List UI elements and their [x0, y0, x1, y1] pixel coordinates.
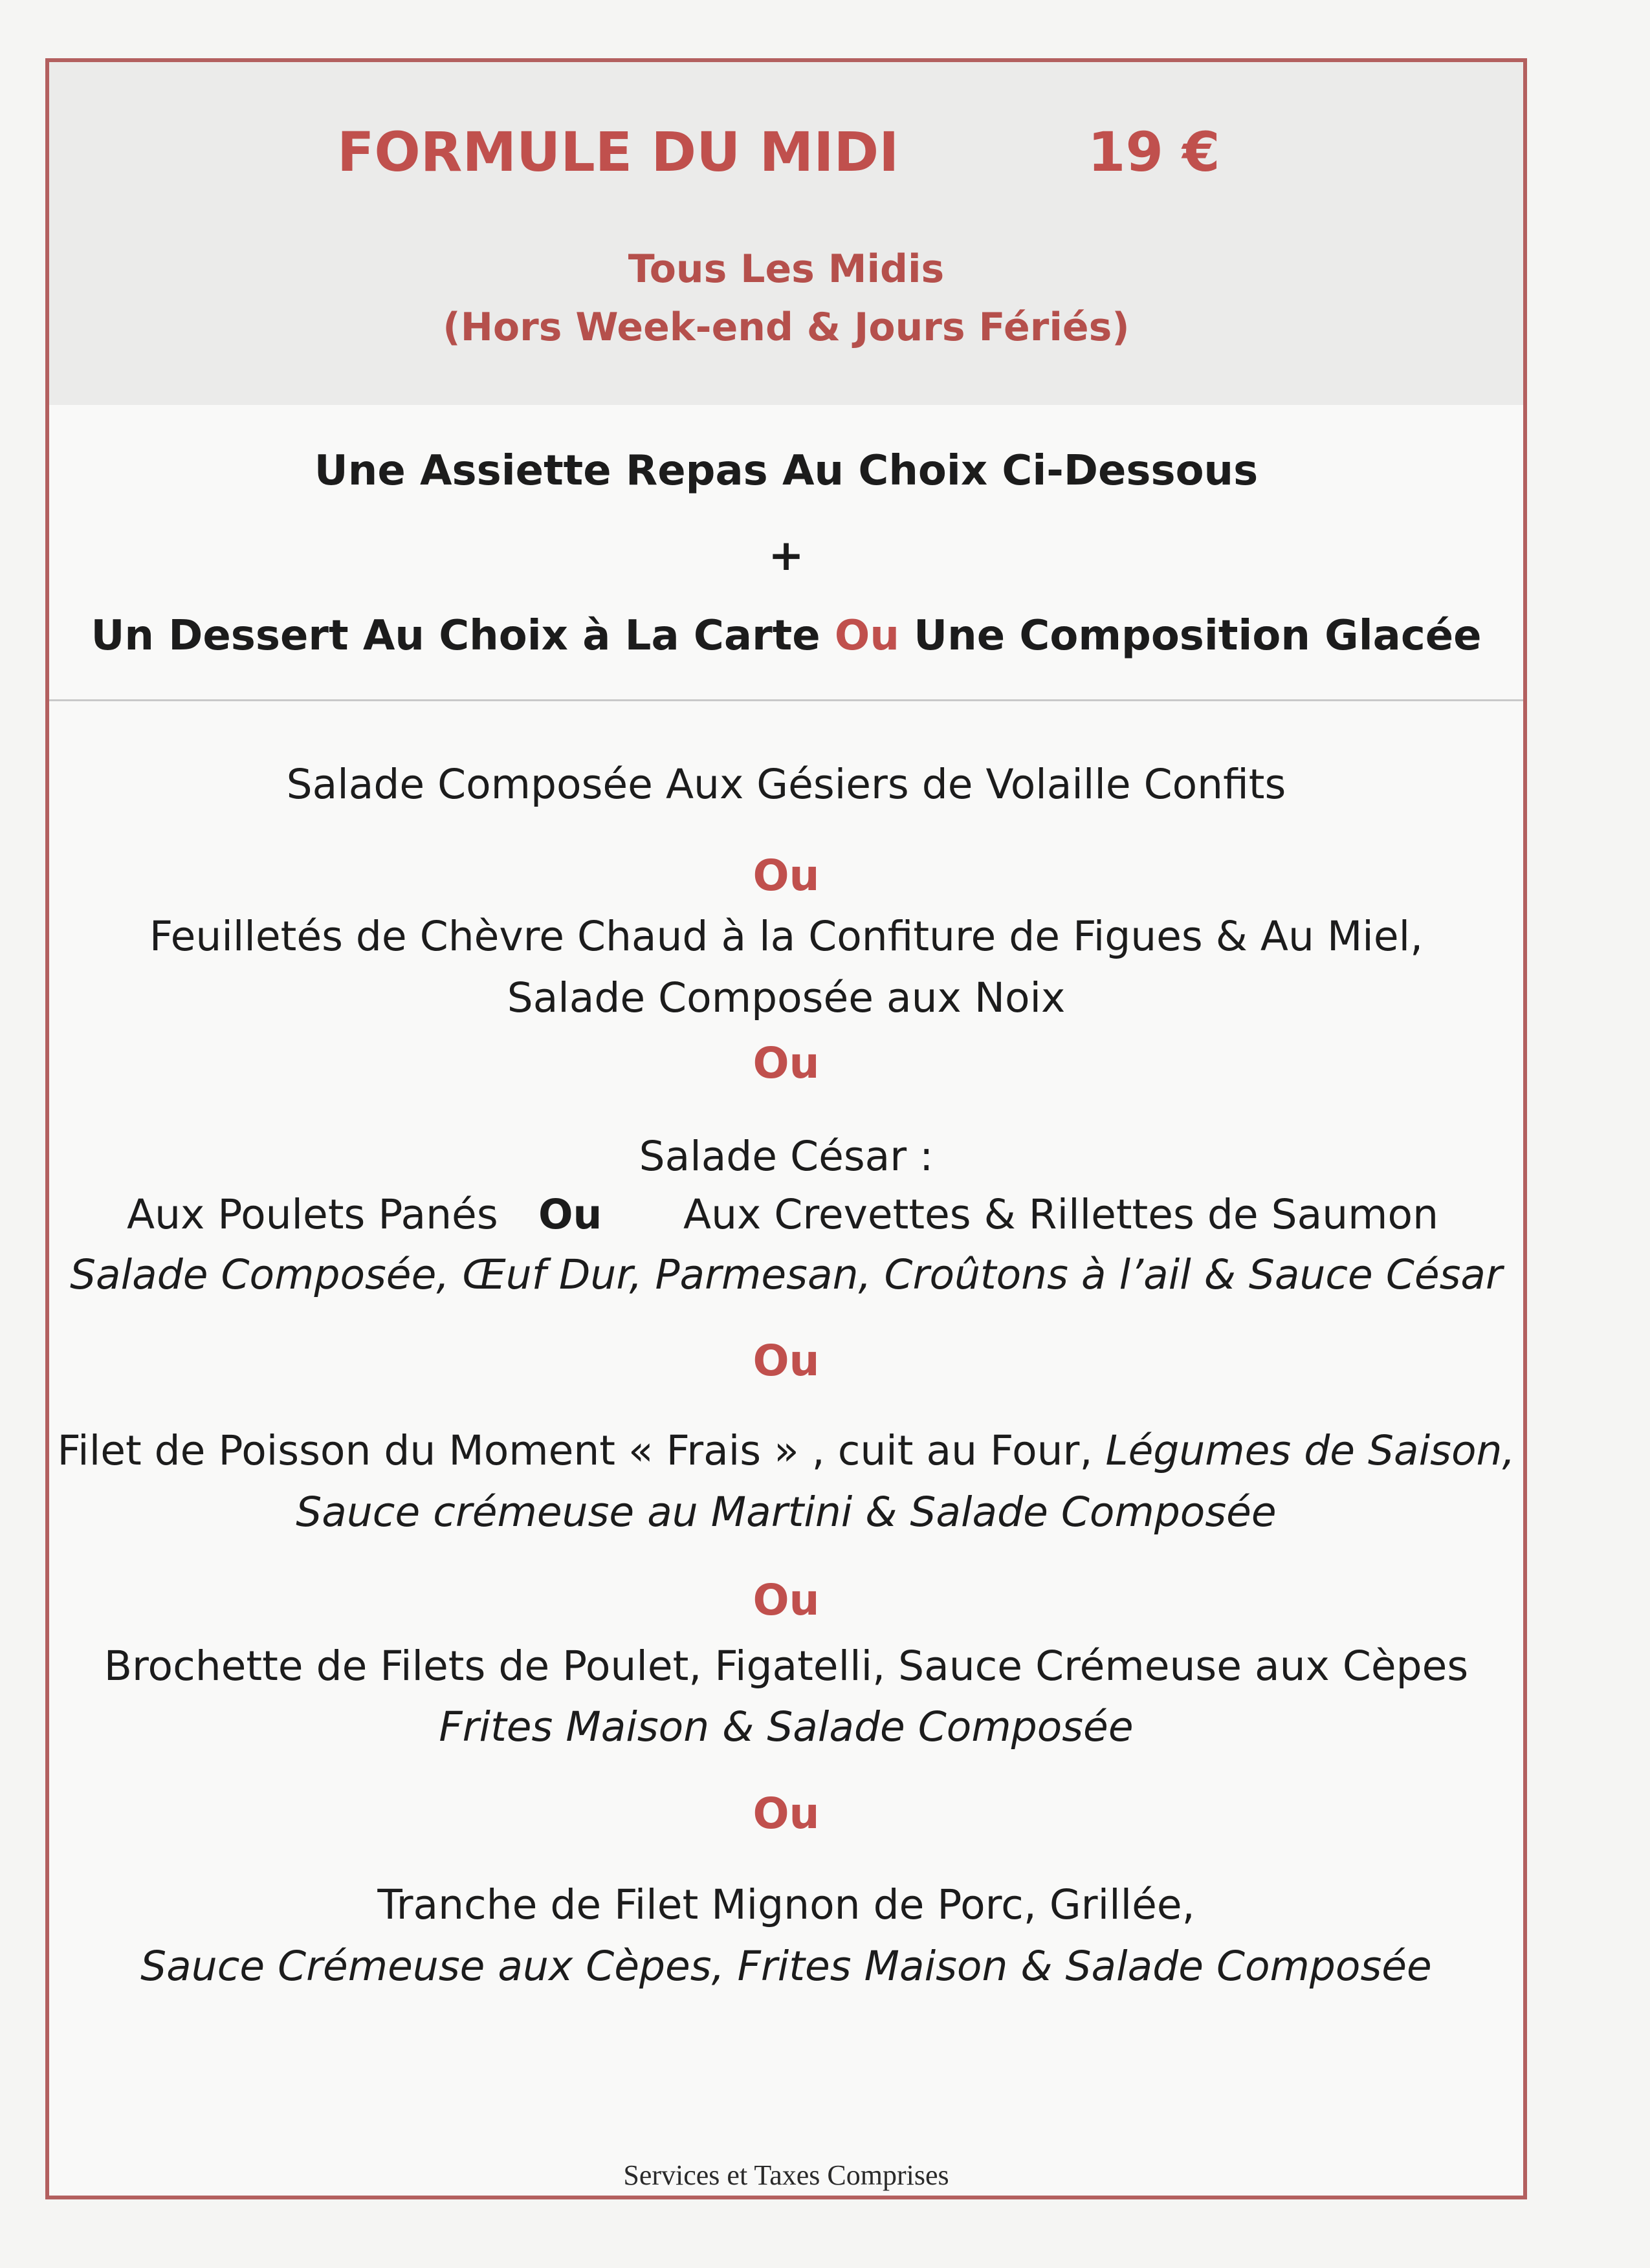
ou-separator: Ou: [753, 1789, 820, 1838]
dish-4-line1-b: Légumes de Saison,: [1105, 1427, 1515, 1474]
dish-3-option1: Aux Poulets Panés: [127, 1191, 498, 1238]
dish-3-ou: Ou: [538, 1191, 602, 1238]
ou-separator: Ou: [753, 1575, 820, 1625]
dish-5-line1: Brochette de Filets de Poulet, Figatelli, Sauce Crémeuse aux Cèpes: [104, 1642, 1469, 1690]
offer-line2: [49, 612, 1523, 660]
menu-frame: [45, 58, 1527, 2199]
offer-line2-ou: Ou: [834, 612, 899, 660]
dish-4-line1: [49, 1427, 1523, 1474]
dish-3-title: Salade César :: [639, 1133, 934, 1180]
dish-3-option2: Aux Crevettes & Rillettes de Saumon: [683, 1191, 1439, 1238]
dish-3-desc: Salade Composée, Œuf Dur, Parmesan, Croûtons à l’ail & Sauce César: [70, 1251, 1502, 1298]
dish-3-options: [49, 1191, 1523, 1246]
offer-line2-part2: Une Composition Glacée: [914, 612, 1482, 660]
dish-6-line2: Sauce Crémeuse aux Cèpes, Frites Maison & Salade Composée: [140, 1943, 1432, 1990]
dish-2-line2: Salade Composée aux Noix: [507, 974, 1066, 1021]
divider: [49, 699, 1523, 701]
dish-6-line1: Tranche de Filet Mignon de Porc, Grillée,: [377, 1881, 1195, 1928]
ou-separator: Ou: [753, 1038, 820, 1088]
dish-4-line1-a: Filet de Poisson du Moment « Frais » , cuit au Four,: [57, 1427, 1106, 1474]
offer-line1: Une Assiette Repas Au Choix Ci-Dessous: [314, 447, 1259, 495]
header-band: [49, 62, 1523, 405]
menu-price: 19 €: [1088, 120, 1220, 184]
footer-note: Services et Taxes Comprises: [623, 2159, 949, 2191]
dish-2-line1: Feuilletés de Chèvre Chaud à la Confiture de Figues & Au Miel,: [149, 913, 1424, 960]
plus-sign: +: [768, 530, 804, 580]
dish-1: Salade Composée Aux Gésiers de Volaille Confits: [286, 761, 1286, 808]
title-row: [49, 120, 1523, 191]
dish-5-line2: Frites Maison & Salade Composée: [439, 1703, 1134, 1750]
ou-separator: Ou: [753, 1336, 820, 1386]
subtitle-line2: (Hors Week-end & Jours Fériés): [443, 305, 1130, 350]
ou-separator: Ou: [753, 851, 820, 900]
menu-title: FORMULE DU MIDI: [337, 120, 899, 184]
subtitle-line1: Tous Les Midis: [628, 246, 945, 292]
dish-4-line2: Sauce crémeuse au Martini & Salade Composée: [296, 1488, 1277, 1536]
offer-line2-part1: Un Dessert Au Choix à La Carte: [91, 612, 820, 660]
